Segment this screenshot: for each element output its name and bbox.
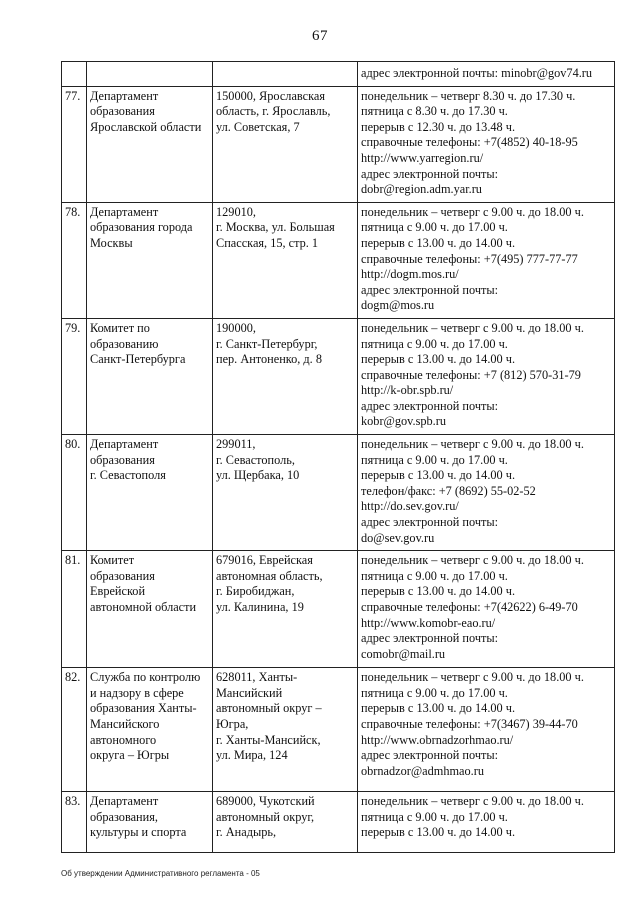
contact-info-line: http://www.yarregion.ru/ (361, 150, 484, 165)
contact-info-line: перерыв с 13.00 ч. до 14.00 ч. (361, 584, 516, 599)
number-cell (62, 202, 87, 318)
address-line: пер. Антоненко, д. 8 (216, 352, 322, 367)
contact-info-line: понедельник – четверг с 9.00 ч. до 18.00 ч. (361, 794, 584, 809)
number-line: 83. (65, 794, 81, 809)
contact-info-line: перерыв с 13.00 ч. до 14.00 ч. (361, 468, 516, 483)
name-line: Департамент (90, 88, 159, 103)
contact-info-line: адрес электронной почты: (361, 631, 499, 646)
contact-info-line: понедельник – четверг с 9.00 ч. до 18.00 ч. (361, 437, 584, 452)
address-line: 150000, Ярославская (216, 88, 325, 103)
contact-info-line: http://www.obrnadzorhmao.ru/ (361, 732, 514, 747)
address-line: 689000, Чукотский (216, 794, 315, 809)
address-line: г. Биробиджан, (216, 584, 295, 599)
number-cell (62, 551, 87, 668)
address-cell (213, 792, 358, 853)
name-line: культуры и спорта (90, 825, 187, 840)
table-body (62, 62, 615, 853)
contact-info-line: справочные телефоны: +7(495) 777-77-77 (361, 251, 578, 266)
name-line: и надзору в сфере (90, 685, 184, 700)
contact-info-line: адрес электронной почты: (361, 282, 499, 297)
name-line: Ярославской области (90, 119, 202, 134)
name-line: автономной области (90, 600, 197, 614)
contact-info-line: понедельник – четверг с 9.00 ч. до 18.00 ч. (361, 204, 584, 219)
contact-info-line: http://do.sev.gov.ru/ (361, 499, 459, 514)
contact-info-line: перерыв с 12.30 ч. до 13.48 ч. (361, 119, 516, 134)
contact-info-line: понедельник – четверг с 9.00 ч. до 18.00 ч. (361, 320, 584, 335)
number-cell (62, 792, 87, 853)
number-line: 80. (65, 437, 81, 452)
name-line: автономного (90, 732, 157, 747)
name-line: Департамент (90, 437, 159, 452)
address-line: 129010, (216, 204, 256, 219)
contact-info-line: перерыв с 13.00 ч. до 14.00 ч. (361, 352, 516, 367)
number-line: 81. (65, 553, 81, 568)
address-line: 679016, Еврейская (216, 553, 313, 568)
contact-info-line: dogm@mos.ru (361, 298, 435, 313)
name-line: образования города (90, 220, 193, 235)
contact-info-line: http://www.komobr-eao.ru/ (361, 615, 496, 630)
address-line: область, г. Ярославль, (216, 104, 331, 119)
address-cell (213, 318, 358, 434)
contact-info-line: телефон/факс: +7 (8692) 55-02-52 (361, 483, 536, 498)
contact-info-cell (358, 792, 615, 853)
table-row (62, 668, 615, 792)
table-row (62, 792, 615, 853)
name-line: округа – Югры (90, 748, 170, 763)
number-cell (62, 435, 87, 551)
table-row (62, 551, 615, 668)
name-line: образования Ханты- (90, 701, 197, 716)
number-cell (62, 62, 87, 87)
contact-info-cell (358, 318, 615, 434)
contact-info-cell (358, 435, 615, 551)
address-cell (213, 86, 358, 202)
address-line: Мансийский (216, 685, 283, 700)
address-line: ул. Щербака, 10 (216, 468, 300, 483)
contact-info-line: справочные телефоны: +7(3467) 39-44-70 (361, 717, 578, 731)
contact-info-line: адрес электронной почты: minobr@gov74.ru (361, 66, 593, 80)
page-number: 67 (312, 28, 328, 44)
contact-info-line: пятница с 9.00 ч. до 17.00 ч. (361, 809, 508, 824)
address-line: ул. Мира, 124 (216, 748, 288, 763)
name-line: Санкт-Петербурга (90, 352, 186, 367)
address-line: 628011, Ханты- (216, 670, 298, 685)
organizations-table (61, 61, 615, 853)
name-cell (87, 435, 213, 551)
address-line: Спасская, 15, стр. 1 (216, 235, 319, 250)
name-cell (87, 62, 213, 87)
contact-info-line: пятница с 9.00 ч. до 17.00 ч. (361, 220, 508, 235)
name-line: Комитет по (90, 320, 150, 335)
table-row (62, 318, 615, 434)
contact-info-cell (358, 62, 615, 87)
name-cell (87, 318, 213, 434)
name-line: образования, (90, 809, 158, 824)
table-row (62, 202, 615, 318)
address-cell (213, 62, 358, 87)
name-line: Департамент (90, 204, 159, 219)
number-line: 77. (65, 88, 81, 103)
contact-info-line: пятница с 8.30 ч. до 17.30 ч. (361, 104, 508, 119)
number-cell (62, 318, 87, 434)
contact-info-line: перерыв с 13.00 ч. до 14.00 ч. (361, 235, 516, 250)
contact-info-line: перерыв с 13.00 ч. до 14.00 ч. (361, 825, 516, 840)
name-line: Служба по контролю (90, 670, 201, 685)
contact-info-line: http://dogm.mos.ru/ (361, 267, 459, 282)
name-line: образованию (90, 336, 159, 351)
contact-info-line: obrnadzor@admhmao.ru (361, 763, 484, 778)
number-line: 79. (65, 320, 81, 335)
number-line: 82. (65, 670, 81, 685)
contact-info-line: адрес электронной почты: (361, 166, 499, 181)
contact-info-line: пятница с 9.00 ч. до 17.00 ч. (361, 568, 508, 583)
contact-info-cell (358, 668, 615, 792)
contact-info-line: пятница с 9.00 ч. до 17.00 ч. (361, 452, 508, 467)
number-line: 78. (65, 204, 81, 219)
address-cell (213, 202, 358, 318)
address-line: г. Анадырь, (216, 825, 277, 840)
contact-info-line: справочные телефоны: +7(4852) 40-18-95 (361, 135, 578, 150)
name-cell (87, 551, 213, 668)
contact-info-line: понедельник – четверг с 9.00 ч. до 18.00 ч. (361, 553, 584, 568)
contact-info-line: do@sev.gov.ru (361, 530, 435, 545)
address-cell (213, 435, 358, 551)
name-line: образования (90, 104, 155, 119)
name-line: г. Севастополя (90, 468, 166, 483)
contact-info-line: пятница с 9.00 ч. до 17.00 ч. (361, 685, 508, 700)
address-line: 190000, (216, 320, 256, 335)
address-line: автономный округ, (216, 809, 315, 824)
contact-info-cell (358, 202, 615, 318)
contact-info-line: справочные телефоны: +7 (812) 570-31-79 (361, 367, 581, 382)
address-line: г. Севастополь, (216, 452, 295, 467)
address-line: 299011, (216, 437, 256, 452)
footer-text: Об утверждении Административного регламента - 05 (61, 869, 260, 878)
name-line: образования (90, 452, 155, 467)
contact-info-line: понедельник – четверг с 9.00 ч. до 18.00 ч. (361, 670, 584, 685)
contact-info-line: перерыв с 13.00 ч. до 14.00 ч. (361, 701, 516, 716)
table-row (62, 62, 615, 87)
address-line: г. Москва, ул. Большая (216, 220, 335, 235)
address-cell (213, 551, 358, 668)
address-line: г. Ханты-Мансийск, (216, 732, 321, 747)
name-line: Комитет (90, 553, 135, 568)
number-cell (62, 668, 87, 792)
address-line: ул. Советская, 7 (216, 119, 300, 134)
name-cell (87, 86, 213, 202)
number-cell (62, 86, 87, 202)
contact-info-line: адрес электронной почты: (361, 398, 499, 413)
contact-info-line: comobr@mail.ru (361, 646, 446, 661)
address-line: ул. Калинина, 19 (216, 600, 304, 614)
contact-info-line: kobr@gov.spb.ru (361, 414, 446, 429)
address-line: автономный округ – (216, 701, 322, 716)
contact-info-line: адрес электронной почты: (361, 748, 499, 763)
name-cell (87, 668, 213, 792)
name-cell (87, 792, 213, 853)
name-line: Еврейской (90, 584, 146, 599)
name-line: Мансийского (90, 717, 160, 731)
contact-info-line: пятница с 9.00 ч. до 17.00 ч. (361, 336, 508, 351)
name-line: Москвы (90, 235, 133, 250)
address-line: Югра, (216, 717, 249, 731)
table-row (62, 435, 615, 551)
contact-info-line: справочные телефоны: +7(42622) 6-49-70 (361, 600, 578, 614)
contact-info-line: http://k-obr.spb.ru/ (361, 383, 454, 398)
contact-info-line: адрес электронной почты: (361, 515, 499, 530)
address-cell (213, 668, 358, 792)
contact-info-cell (358, 86, 615, 202)
name-line: образования (90, 568, 155, 583)
address-line: автономная область, (216, 568, 323, 583)
table-row (62, 86, 615, 202)
address-line: г. Санкт-Петербург, (216, 336, 318, 351)
contact-info-cell (358, 551, 615, 668)
contact-info-line: понедельник – четверг 8.30 ч. до 17.30 ч. (361, 88, 576, 103)
name-cell (87, 202, 213, 318)
name-line: Департамент (90, 794, 159, 809)
contact-info-line: dobr@region.adm.yar.ru (361, 182, 482, 197)
